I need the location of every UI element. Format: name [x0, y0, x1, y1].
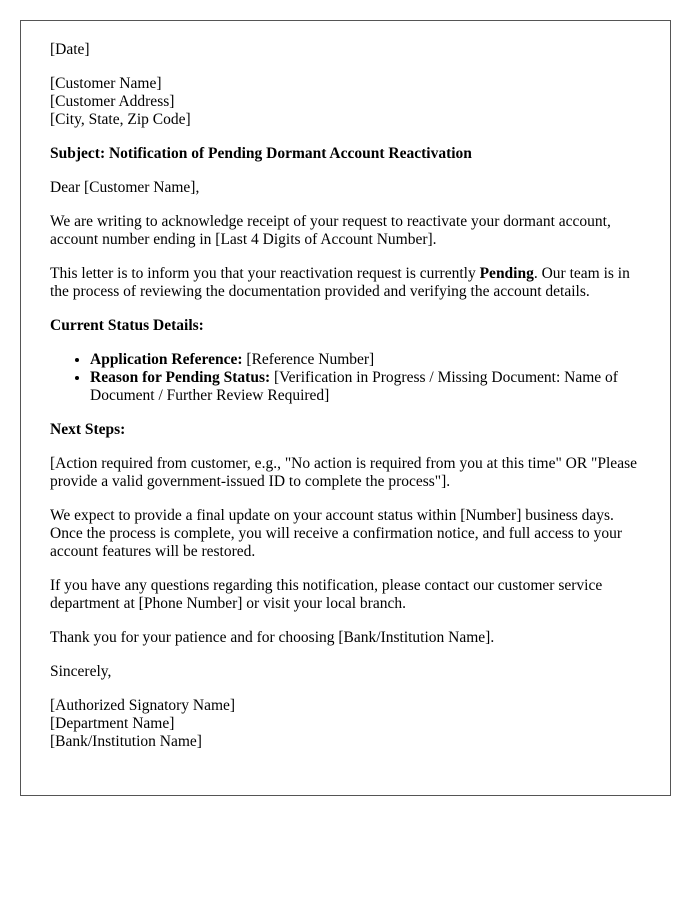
- signatory-institution: [Bank/Institution Name]: [50, 733, 202, 750]
- letter-subject: Subject: Notification of Pending Dormant Account Reactivation: [50, 145, 472, 162]
- paragraph-contact-info: If you have any questions regarding this notification, please contact our customer service department at [Phone Number] or visit your local branch.: [50, 577, 603, 612]
- next-steps-heading: Next Steps:: [50, 421, 126, 438]
- recipient-name: [Customer Name]: [50, 75, 162, 92]
- status-details-heading: Current Status Details:: [50, 317, 204, 334]
- list-item-application-reference: [90, 351, 650, 369]
- status-details-list: [50, 351, 650, 405]
- signatory-name: [Authorized Signatory Name]: [50, 697, 236, 714]
- paragraph-status-info: [50, 265, 650, 301]
- status-info-text-start: This letter is to inform you that your reactivation request is currently: [50, 265, 480, 282]
- application-reference-value: [Reference Number]: [242, 351, 375, 368]
- recipient-address: [Customer Address]: [50, 93, 175, 110]
- letter-salutation: Dear [Customer Name],: [50, 179, 200, 196]
- pending-status-text: Pending: [479, 265, 534, 282]
- signatory-department: [Department Name]: [50, 715, 175, 732]
- letter-closing: Sincerely,: [50, 663, 112, 680]
- paragraph-acknowledgement: We are writing to acknowledge receipt of your request to reactivate your dormant account, account number ending in [Last 4 Digits of Account Number].: [50, 213, 611, 248]
- status-info-text-end: . Our team is in the process of reviewing the documentation provided and verifying the account details.: [50, 265, 630, 300]
- signature-block: [50, 697, 650, 751]
- paragraph-final-update: We expect to provide a final update on your account status within [Number] business days. Once the process is complete, you will receive a confirmation notice, and full access to your account features will be restored.: [50, 507, 623, 560]
- letter-date: [Date]: [50, 41, 90, 58]
- recipient-block: [50, 75, 650, 129]
- recipient-city-state-zip: [City, State, Zip Code]: [50, 111, 191, 128]
- letter-page: [20, 20, 671, 796]
- pending-reason-label: Reason for Pending Status:: [90, 369, 271, 386]
- list-item-pending-reason: [90, 369, 650, 405]
- paragraph-action-required: [Action required from customer, e.g., "No action is required from you at this time" OR "Please provide a valid government-issued ID to complete the process"].: [50, 455, 637, 490]
- pending-reason-value: [Verification in Progress / Missing Document: Name of Document / Further Review Required]: [90, 369, 618, 404]
- application-reference-label: Application Reference:: [90, 351, 243, 368]
- paragraph-thank-you: Thank you for your patience and for choosing [Bank/Institution Name].: [50, 629, 495, 646]
